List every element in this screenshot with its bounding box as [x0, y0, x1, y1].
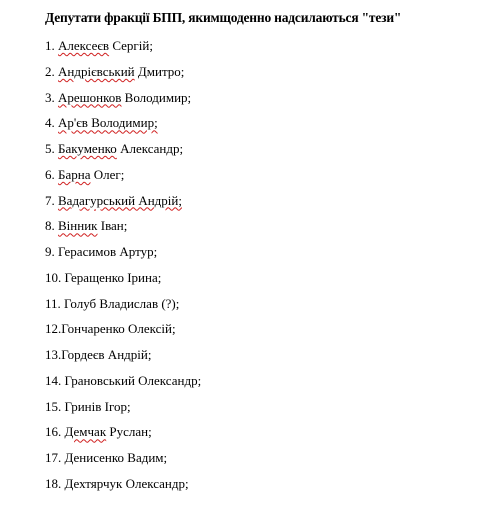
item-rest: Голуб Владислав (?); — [64, 295, 180, 311]
list-item — [45, 192, 201, 218]
list-item — [45, 398, 201, 424]
item-rest: Володимир; — [121, 89, 192, 105]
item-number: 8. — [45, 218, 55, 234]
item-number: 6. — [45, 166, 55, 182]
list-item — [45, 449, 201, 475]
item-rest: Дмитро; — [134, 63, 185, 79]
item-number: 7. — [45, 192, 55, 208]
item-number: 14. — [45, 372, 62, 388]
list-item — [45, 423, 201, 449]
list-item — [45, 372, 201, 398]
document-title: Депутати фракції БПП, якимщоденно надсилаються "тези" — [45, 10, 402, 25]
item-name-flagged: Вадагурський Андрій; — [58, 192, 182, 208]
item-name-flagged: Ар'єв Володимир; — [58, 115, 158, 131]
item-rest: Сергій; — [109, 38, 153, 53]
list-item — [45, 166, 201, 192]
list-item — [45, 63, 201, 89]
list-item — [45, 114, 201, 140]
item-rest: Дехтярчук Олександр; — [64, 475, 189, 491]
list-item — [45, 346, 201, 372]
item-name-flagged: Арешонков — [58, 89, 122, 105]
list-item — [45, 320, 201, 346]
item-number: 5. — [45, 141, 55, 156]
list-item — [45, 475, 201, 501]
item-number: 17. — [45, 450, 62, 465]
item-number: 13. — [45, 347, 62, 362]
item-number: 12. — [45, 321, 62, 337]
item-name-flagged: Демчак — [64, 424, 107, 440]
item-number: 18. — [45, 475, 62, 491]
item-name-flagged: Вінник — [58, 218, 98, 234]
list-item — [45, 217, 201, 243]
item-rest: Гринів Ігор; — [64, 398, 131, 414]
item-number: 9. — [45, 244, 55, 259]
list-item — [45, 243, 201, 269]
item-number: 4. — [45, 115, 55, 131]
item-number: 2. — [45, 63, 55, 79]
item-number: 10. — [45, 269, 62, 285]
item-rest: Гончаренко Олексій; — [61, 321, 176, 337]
item-name-flagged: Бакуменко — [58, 141, 117, 156]
item-rest: Іван; — [97, 218, 128, 234]
list-item — [45, 269, 201, 295]
item-rest: Олег; — [90, 166, 125, 182]
list-item — [45, 37, 201, 63]
item-rest: Гордеєв Андрій; — [61, 347, 152, 362]
item-name-flagged: Алексеєв — [58, 38, 110, 53]
deputies-list — [45, 37, 201, 501]
list-item — [45, 140, 201, 166]
item-rest: Руслан; — [106, 424, 152, 440]
item-number: 11. — [45, 295, 61, 311]
item-name-flagged: Андрієвський — [58, 63, 135, 79]
item-rest: Денисенко Вадим; — [64, 450, 168, 465]
item-rest: Геращенко Ірина; — [64, 269, 162, 285]
item-number: 15. — [45, 398, 62, 414]
item-rest: Грановський Олександр; — [64, 372, 202, 388]
item-rest: Герасимов Артур; — [58, 244, 158, 259]
item-number: 3. — [45, 89, 55, 105]
list-item — [45, 295, 201, 321]
item-number: 1. — [45, 38, 55, 53]
item-number: 16. — [45, 424, 62, 440]
list-item — [45, 89, 201, 115]
item-name-flagged: Барна — [58, 166, 91, 182]
item-rest: Александр; — [116, 141, 184, 156]
